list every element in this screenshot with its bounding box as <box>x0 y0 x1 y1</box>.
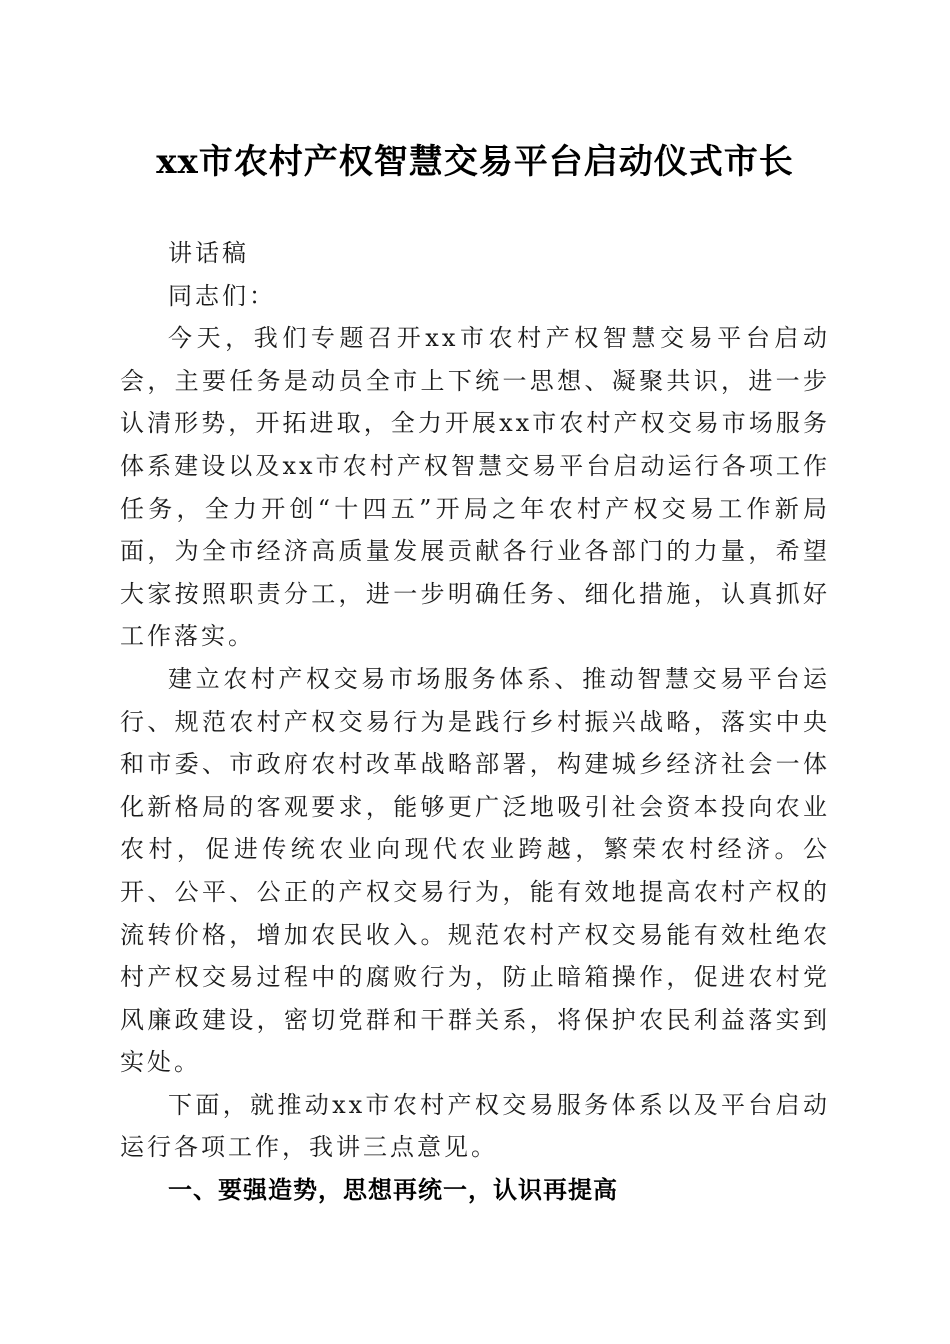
paragraph-transition: 下面，就推动xx市农村产权交易服务体系以及平台启动运行各项工作，我讲三点意见。 <box>120 1090 830 1162</box>
salutation: 同志们： <box>168 281 276 310</box>
document-title: xx市农村产权智慧交易平台启动仪式市长 <box>156 142 794 182</box>
subtitle-continuation: 讲话稿 <box>168 239 249 267</box>
paragraph-intro: 今天，我们专题召开xx市农村产权智慧交易平台启动会，主要任务是动员全市上下统一思想、凝聚共识，进一步认清形势，开拓进取，全力开展xx市农村产权交易市场服务体系建设以及xx市农村产权智慧交易平台启动运行各项工作任务，全力开创“十四五”开局之年农村产权交易工作新局面，为全市经济高质量发展贡献各行业各部门的力量，希望大家按照职责分工，进一步明确任务、细化措施，认真抓好工作落实。 <box>120 324 830 651</box>
document-body <box>120 232 830 1212</box>
section-heading: 一、要强造势，思想再统一，认识再提高 <box>168 1176 618 1205</box>
paragraph-significance: 建立农村产权交易市场服务体系、推动智慧交易平台运行、规范农村产权交易行为是践行乡村振兴战略，落实中央和市委、市政府农村改革战略部署，构建城乡经济社会一体化新格局的客观要求，能够更广泛地吸引社会资本投向农业农村，促进传统农业向现代农业跨越，繁荣农村经济。公开、公平、公正的产权交易行为，能有效地提高农村产权的流转价格，增加农民收入。规范农村产权交易能有效杜绝农村产权交易过程中的腐败行为，防止暗箱操作，促进农村党风廉政建设，密切党群和干群关系，将保护农民利益落实到实处。 <box>120 664 830 1077</box>
